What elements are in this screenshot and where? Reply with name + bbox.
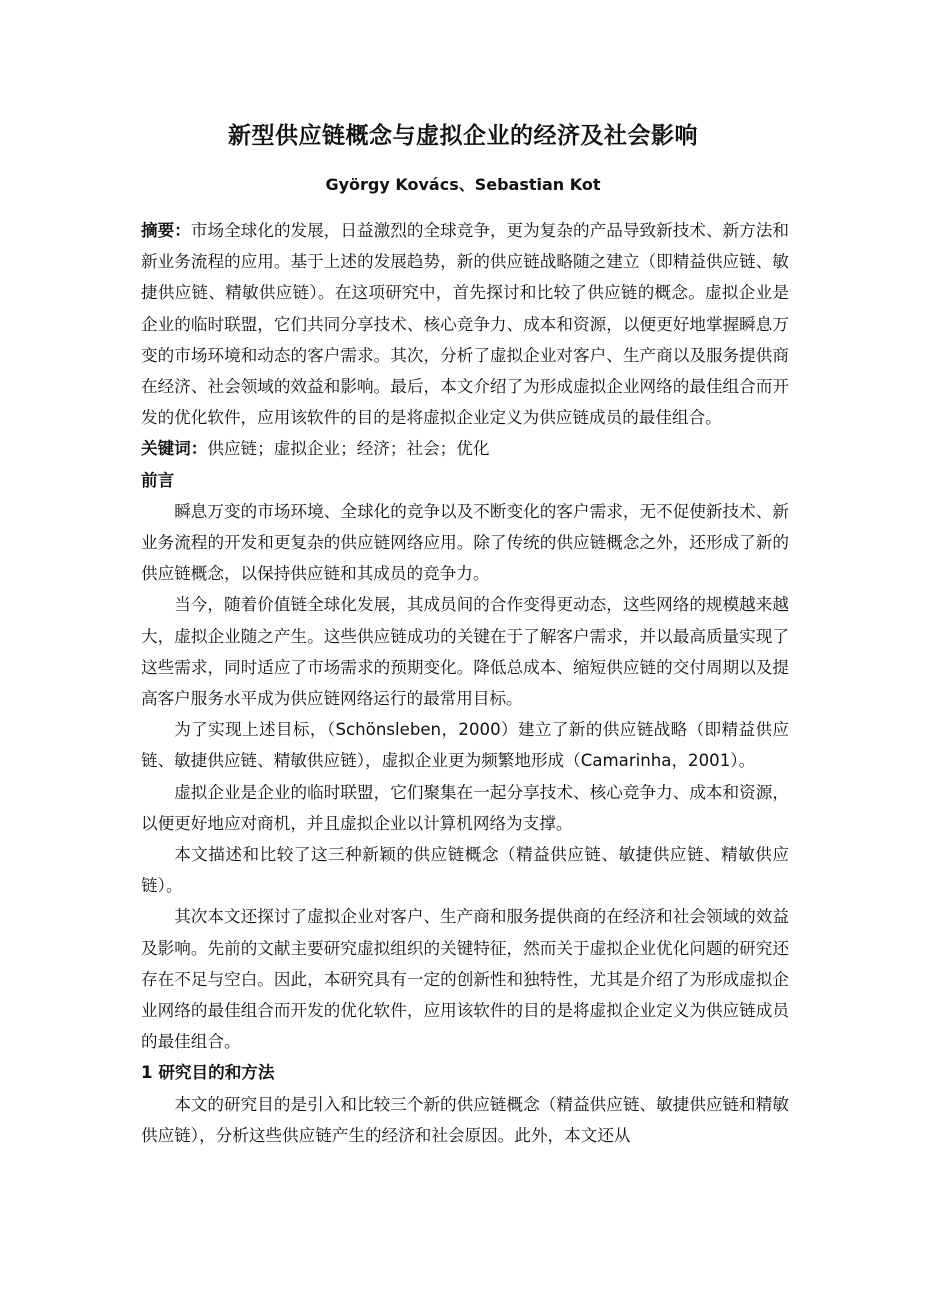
keywords-text: 供应链；虚拟企业；经济；社会；优化 <box>207 439 490 459</box>
preface-paragraph: 当今，随着价值链全球化发展，其成员间的合作变得更动态，这些网络的规模越来越大，虚拟企业随之产生。这些供应链成功的关键在于了解客户需求，并以最高质量实现了这些需求，同时适应了市场需求的预期变化。降低总成本、缩短供应链的交付周期以及提高客户服务水平成为供应链网络运行的最常用目标。 <box>141 595 789 709</box>
keywords <box>141 433 789 464</box>
preface-paragraph: 其次本文还探讨了虚拟企业对客户、生产商和服务提供商的在经济和社会领域的效益及影响。先前的文献主要研究虚拟组织的关键特征，然而关于虚拟企业优化问题的研究还存在不足与空白。因此，本研究具有一定的创新性和独特性，尤其是介绍了为形成虚拟企业网络的最佳组合而开发的优化软件，应用该软件的目的是将虚拟企业定义为供应链成员的最佳组合。 <box>141 907 789 1052</box>
preface-paragraph: 虚拟企业是企业的临时联盟，它们聚集在一起分享技术、核心竞争力、成本和资源，以便更好地应对商机，并且虚拟企业以计算机网络为支撑。 <box>141 782 789 833</box>
preface-paragraph: 瞬息万变的市场环境、全球化的竞争以及不断变化的客户需求，无不促使新技术、新业务流程的开发和更复杂的供应链网络应用。除了传统的供应链概念之外，还形成了新的供应链概念，以保持供应链和其成员的竞争力。 <box>141 501 789 584</box>
paper-authors: György Kovács、Sebastian Kot <box>325 175 601 194</box>
paper-title: 新型供应链概念与虚拟企业的经济及社会影响 <box>228 123 698 149</box>
abstract <box>141 215 789 433</box>
preface-paragraph: 为了实现上述目标，（Schönsleben，2000）建立了新的供应链战略（即精益供应链、敏捷供应链、精敏供应链），虚拟企业更为频繁地形成（Camarinha，2001）。 <box>141 720 789 771</box>
section-heading: 1 研究目的和方法 <box>141 1063 275 1083</box>
section-paragraph: 本文的研究目的是引入和比较三个新的供应链概念（精益供应链、敏捷供应链和精敏供应链），分析这些供应链产生的经济和社会原因。此外，本文还从 <box>141 1094 789 1145</box>
keywords-label: 关键词： <box>141 439 208 459</box>
abstract-label: 摘要： <box>141 221 191 240</box>
abstract-text: 市场全球化的发展，日益激烈的全球竞争，更为复杂的产品导致新技术、新方法和新业务流程的应用。基于上述的发展趋势，新的供应链战略随之建立（即精益供应链、敏捷供应链、精敏供应链）。在这项研究中，首先探讨和比较了供应链的概念。虚拟企业是企业的临时联盟，它们共同分享技术、核心竞争力、成本和资源，以便更好地掌握瞬息万变的市场环境和动态的客户需求。其次，分析了虚拟企业对客户、生产商以及服务提供商在经济、社会领域的效益和影响。最后，本文介绍了为形成虚拟企业网络的最佳组合而开发的优化软件，应用该软件的目的是将虚拟企业定义为供应链成员的最佳组合。 <box>141 221 790 428</box>
preface-paragraph: 本文描述和比较了这三种新颖的供应链概念（精益供应链、敏捷供应链、精敏供应链）。 <box>141 845 789 896</box>
preface-heading: 前言 <box>141 470 175 490</box>
paper-body <box>141 215 789 1151</box>
